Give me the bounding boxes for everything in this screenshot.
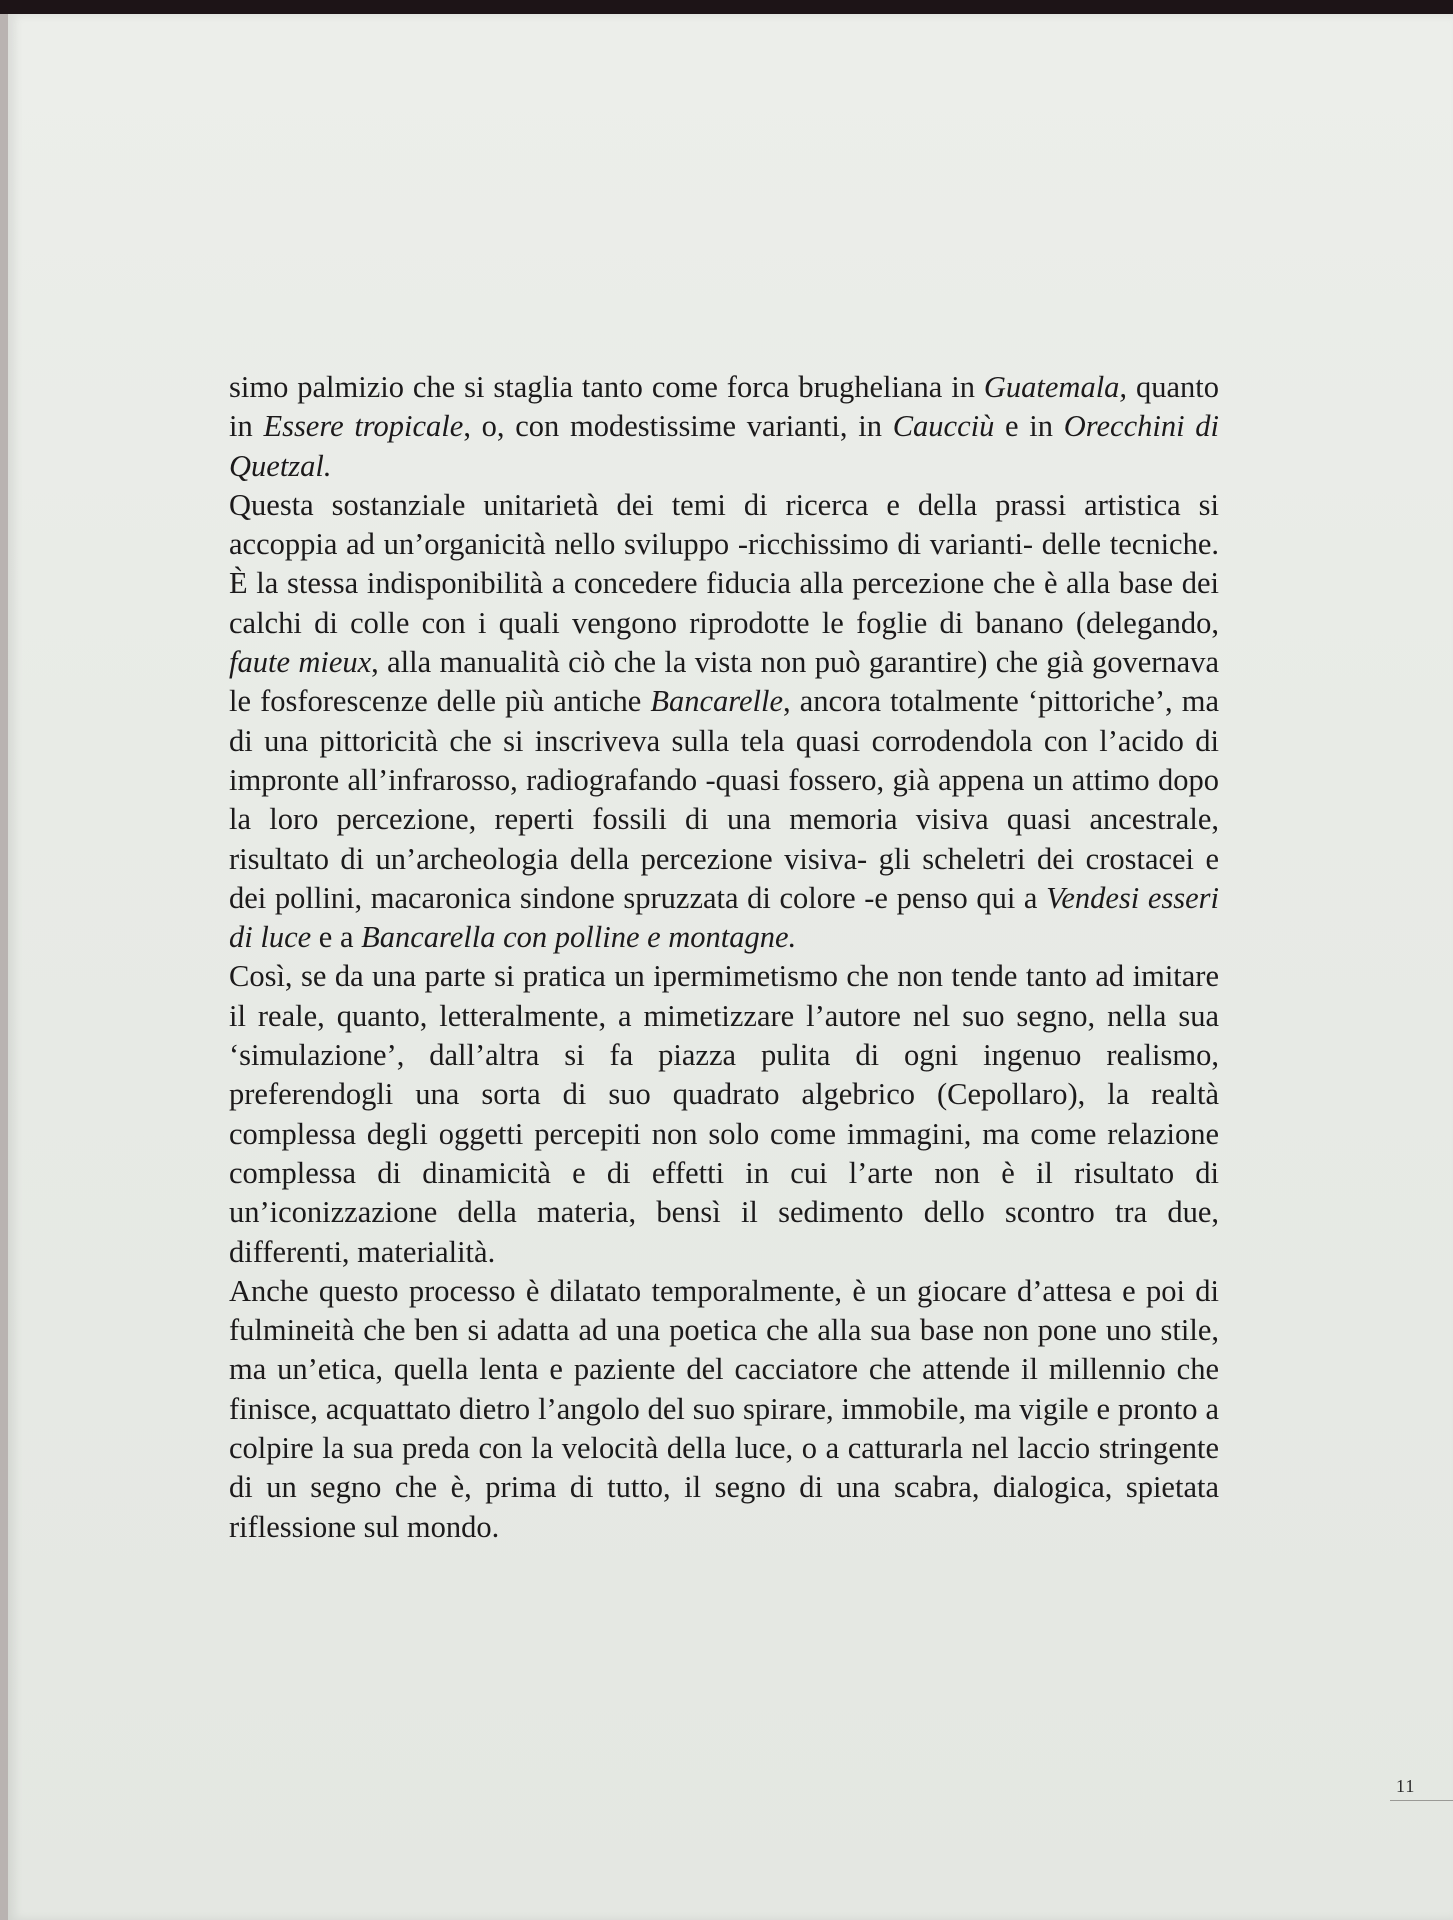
text-segment: Questa sostanziale unitarietà dei temi di ricerca e della prassi artistica si accoppia ad un’organicità nello sviluppo -ricchissimo di varianti- delle tecniche. È la stessa indisponibilità a concedere fiducia alla percezione che è alla base dei calchi di colle con i quali vengono riprodotte le foglie di banano (delegando, [229,487,1219,640]
page-binding-edge [0,14,8,1920]
italic-title: Bancarella con polline e montagne. [361,920,797,955]
italic-title: Essere tropicale [263,409,464,444]
italic-title: Caucciù [892,409,995,444]
text-segment: quanto in [229,370,1219,444]
italic-phrase: faute mieux [229,645,372,680]
text-segment: e a [311,920,362,955]
scan-top-border [0,0,1453,14]
text-segment: Così, se da una parte si pratica un ipermimetismo che non tende tanto ad imitare il reale, quanto, letteralmente, a mimetizzare l’autore nel suo segno, nella sua ‘simulazione’, dall’altra si fa piazza pulita di ogni ingenuo realismo, preferendogli una sorta di suo quadrato algebrico (Cepollaro), la realtà complessa degli oggetti percepiti non solo come immagini, ma come relazione complessa di dinamicità e di effetti in cui l’arte non è il risultato di un’iconizzazione della materia, bensì il sedimento dello scontro tra due, differenti, materialità. [229,959,1219,1269]
text-segment: , o, con modestissime varianti, in [463,409,893,444]
text-segment: Anche questo processo è dilatato temporalmente, è un giocare d’attesa e poi di fulmineità che ben si adatta ad una poetica che alla sua base non pone uno stile, ma un’etica, quella lenta e paziente del cacciatore che attende il millennio che finisce, acquattato dietro l’angolo del suo spirare, immobile, ma vigile e pronto a colpire la sua preda con la velocità della luce, o a catturarla nel laccio stringente di un segno che è, prima di tutto, il segno di una scabra, dialogica, spietata riflessione sul mondo. [229,1273,1219,1544]
text-segment: simo palmizio che si staglia tanto come forca brugheliana in [229,370,984,404]
text-segment: e in [994,409,1064,444]
text-segment: , ancora totalmente ‘pittoriche’, ma di una pittoricità che si inscriveva sulla tela quasi corrodendola con l’acido di impronte all’infrarosso, radiografando -quasi fossero, già appena un attimo dopo la loro percezione, reperti fossili di una memoria visiva quasi ancestrale, risultato di un’archeologia della percezione visiva- gli scheletri dei crostacei e dei pollini, macaronica sindone spruzzata di colore -e penso qui a [229,684,1220,915]
paragraph-4 [229,1272,1219,1547]
italic-title: Vendesi esseri di luce [229,880,1219,955]
italic-title: Bancarelle [650,684,784,719]
italic-title: Guatemala, [983,370,1128,404]
paragraph-2 [229,486,1219,958]
body-text [229,368,1219,1547]
paragraph-3 [229,957,1219,1271]
italic-title: Orecchini di Quetzal. [229,409,1219,483]
page-number-rule [1390,1800,1453,1801]
text-segment: , alla manualità ciò che la vista non può garantire) che già governava le fosforescenze delle più antiche [229,645,1219,719]
paragraph-1 [229,368,1219,486]
page-number: 11 [1396,1776,1416,1796]
